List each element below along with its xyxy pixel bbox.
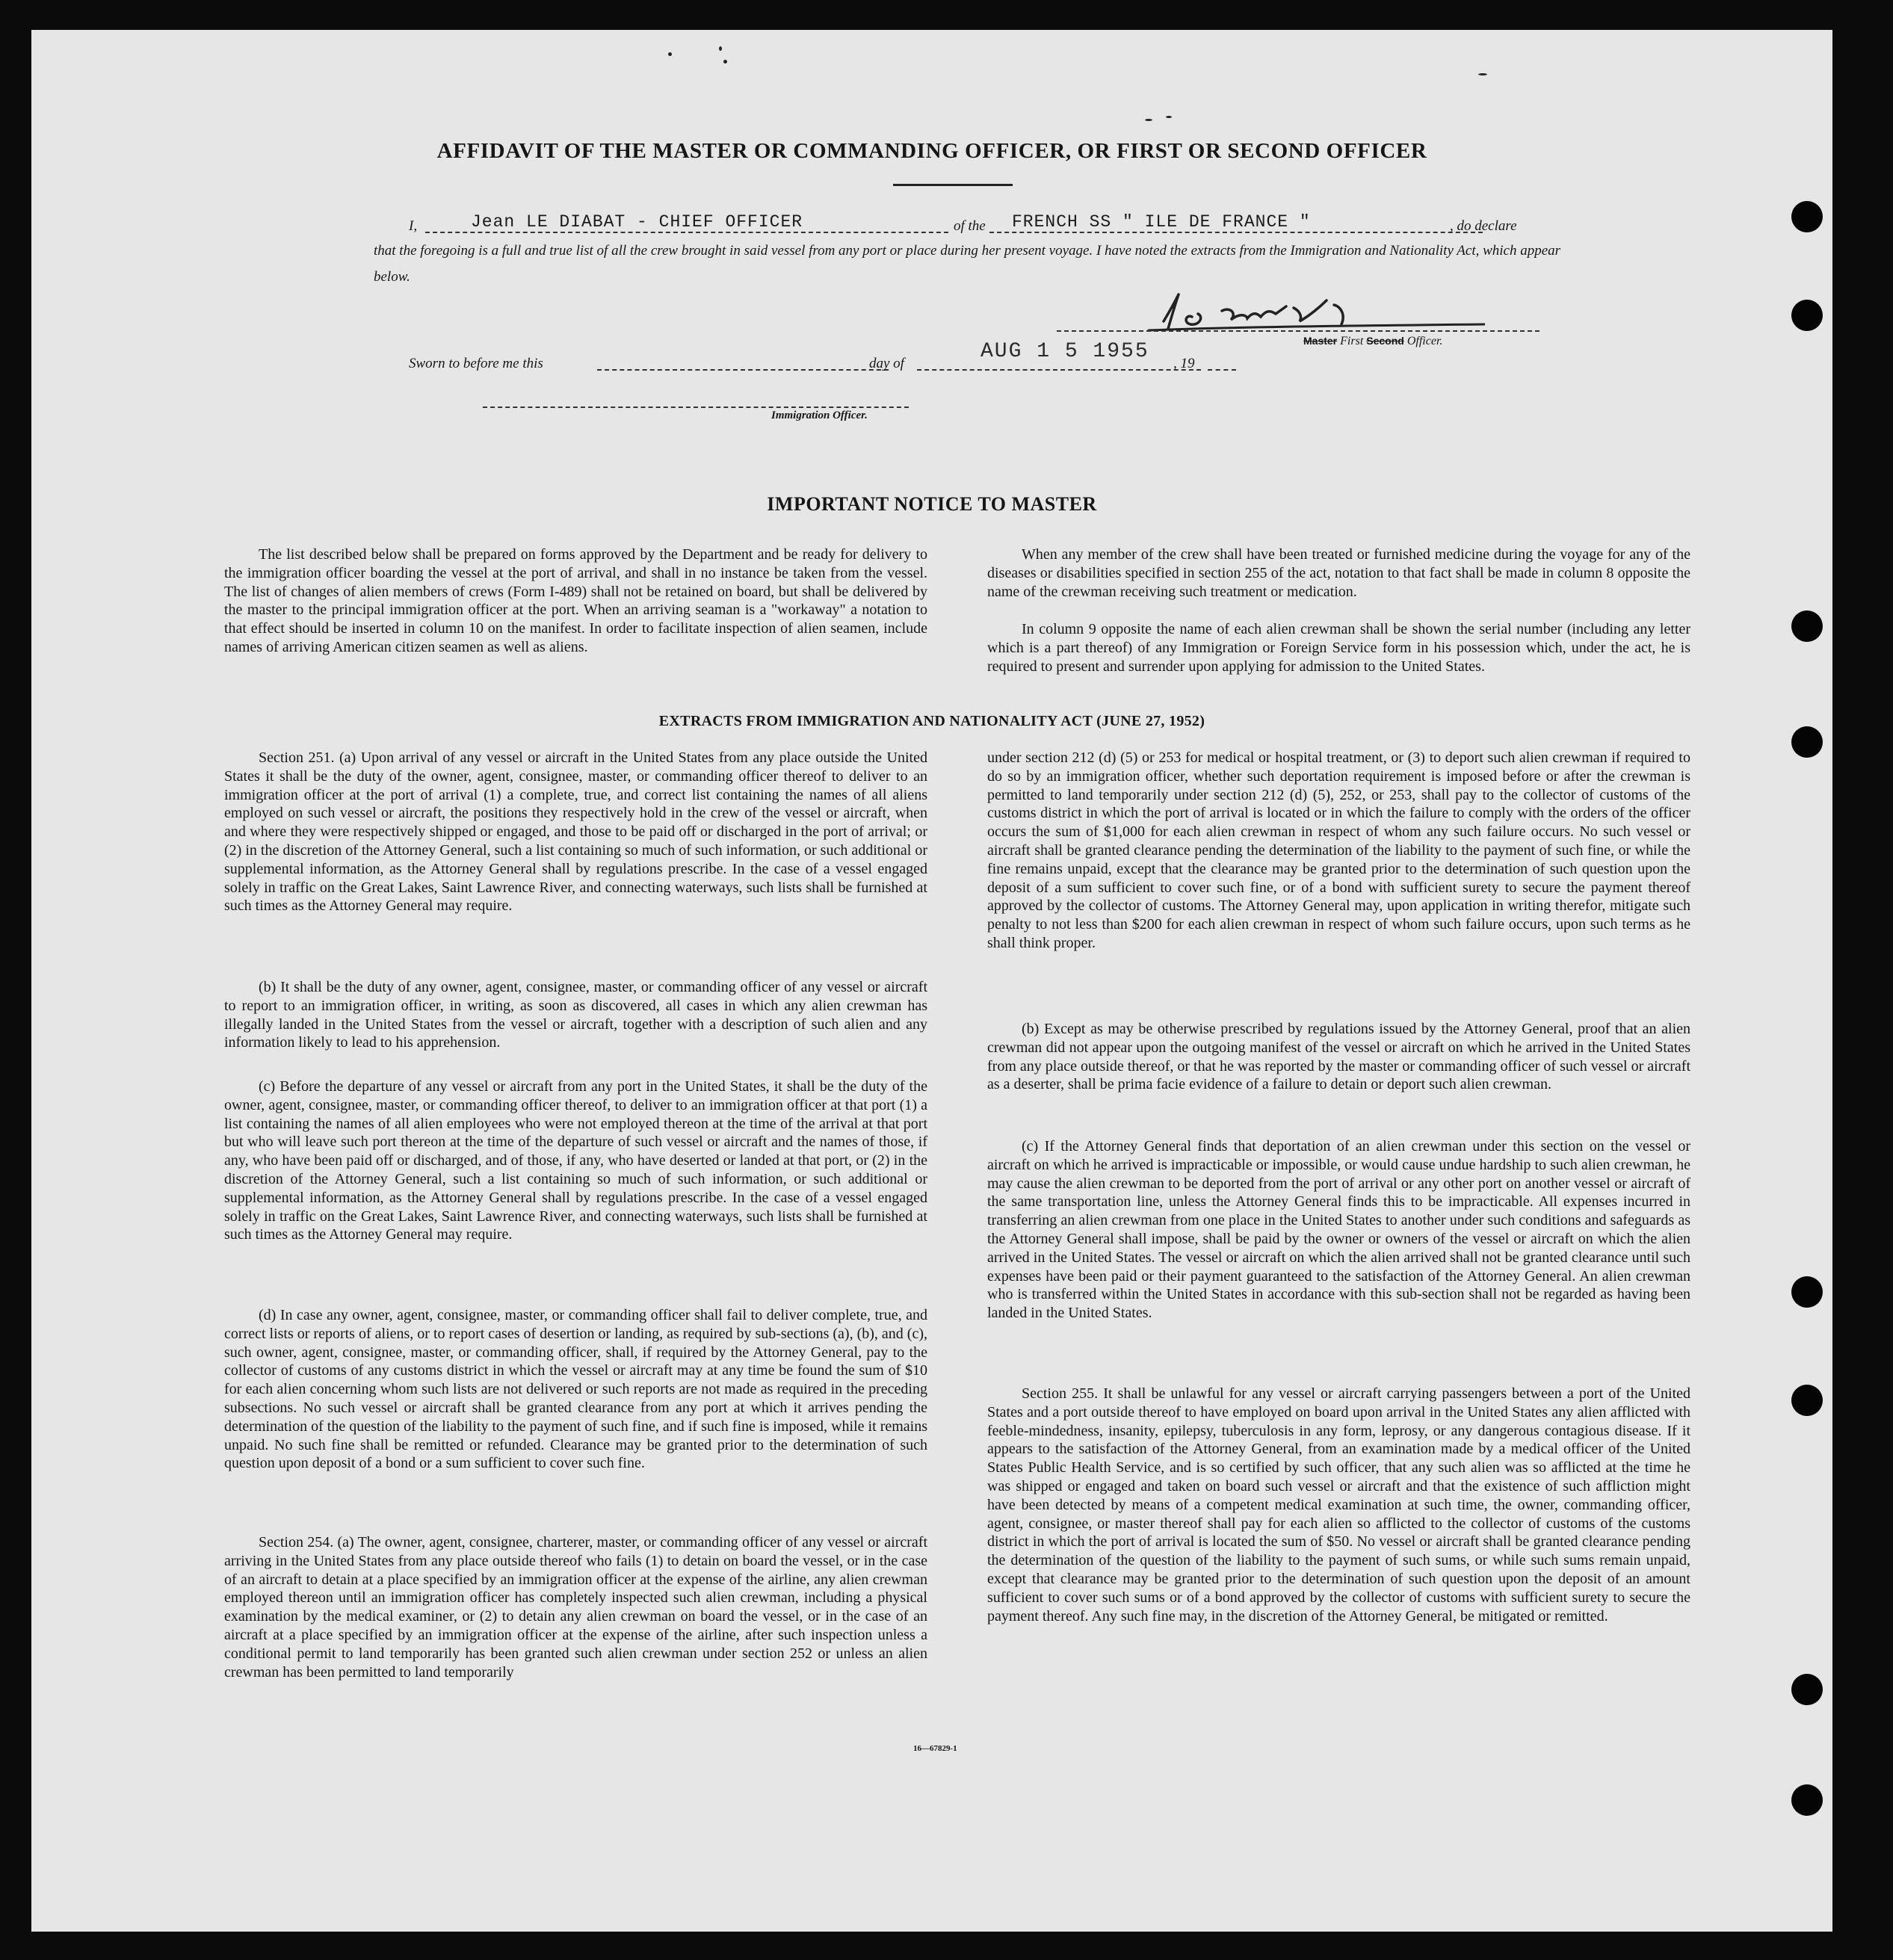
officer-line [483, 406, 909, 408]
extract-left-5: Section 254. (a) The owner, agent, consignee, charterer, master, or commanding officer of any vessel or aircraft arriving in the United States from any place outside thereof who fails (1) to detain on board the vessel, or in the case of an aircraft to detain at a place specified by an immigration officer at the expense of the airline, any alien crewman employed thereon until an immigration officer has completely inspected such alien crewman, including a physical examination by the medical examiner, or (2) to detain any alien crewman on board the vessel, or in the case of an aircraft at a place specified by an immigration officer at the expense of the airline, after such inspection unless a conditional permit to land temporarily has been granted such alien crewman under section 252 or unless an alien crewman has been permitted to land temporarily [224, 1534, 927, 1681]
sworn-day-line [597, 369, 889, 371]
extract-right-1: under section 212 (d) (5) or 253 for medical or hospital treatment, or (3) to deport such alien crewman if required to do so by an immigration officer, whether such deportation requirement is imposed before or after the crewman is permitted to land temporarily under section 212 (d) (5), 252, or 253, shall pay to the collector of customs of the customs district in which the port of arrival is located or in which the failure to comply with the orders of the officer occurs the sum of $1,000 for each alien crewman in respect of whom any such failure occurs. No such vessel or aircraft shall be granted clearance pending the determination of the liability to the payment of such fine, or while the fine remains unpaid, except that the clearance may be granted prior to the determination of such question upon the deposit of a sum sufficient to cover such fine, or of a bond with sufficient surety to secure the payment thereof approved by the collector of customs. The Attorney General may, upon application in writing therefor, mitigate such penalty to not less than $200 for each alien crewman in respect of whom such failure occurs, upon such terms as he shall think proper. [987, 749, 1690, 951]
extract-right-2: (b) Except as may be otherwise prescribed by regulations issued by the Attorney General, proof that an alien crewman did not appear upon the outgoing manifest of the vessel or aircraft on which he arrived in the United States from any place outside thereof, or that he was reported by the master or commanding officer of such vessel or aircraft as a deserter, shall be prima facie evidence of a failure to detain or deport such alien crewman. [987, 1021, 1690, 1093]
vessel-name: FRENCH SS " ILE DE FRANCE " [1012, 212, 1311, 232]
speck [1145, 119, 1152, 121]
signature-line [1057, 330, 1540, 332]
notice-left: The list described below shall be prepared on forms approved by the Department and be ready for delivery to the immigration officer boarding the vessel at the port of arrival, and shall in no instance be taken from the vessel. The list of changes of alien members of crews (Form I-489) shall not be retained on board, but shall be delivered by the master to the principal immigration officer at the port. When an arriving seaman is a "workaway" a notation to that effect should be inserted in column 10 on the manifest. In order to facilitate inspection of alien seamen, include names of arriving American citizen seamen as well as aliens. [224, 546, 927, 655]
declarant-name: Jean LE DIABAT - CHIEF OFFICER [471, 212, 803, 232]
i-label: I, [409, 218, 418, 234]
year-line [1208, 369, 1236, 371]
extracts-title: EXTRACTS FROM IMMIGRATION AND NATIONALITY ACT (JUNE 27, 1952) [658, 713, 1205, 729]
punch-hole [1791, 1784, 1823, 1816]
punch-hole [1791, 300, 1823, 331]
struck-second: Second [1366, 335, 1404, 347]
speck [1166, 116, 1172, 118]
stamped-date: AUG 1 5 1955 [981, 340, 1149, 363]
punch-hole [1791, 201, 1823, 232]
extract-left-1: Section 251. (a) Upon arrival of any vessel or aircraft in the United States from any place outside the United States it shall be the duty of the owner, agent, consignee, master, or commanding officer thereof to deliver to an immigration officer at the port of arrival (1) a complete, true, and correct list containing the names of all aliens employed on such vessel or aircraft, the positions they respectively hold in the crew of the vessel or aircraft, when and where they were respectively shipped or engaged, and those to be paid off or discharged in the port of arrival; or (2) in the discretion of the Attorney General, such a list containing so much of such information, or such additional or supplemental information, as the Attorney General shall by regulations prescribe. In the case of a vessel engaged solely in traffic on the Great Lakes, Saint Lawrence River, and connecting waterways, such lists shall be furnished at such times as the Attorney General may require. [224, 749, 927, 915]
punch-hole [1791, 1385, 1823, 1416]
notice-title: IMPORTANT NOTICE TO MASTER [767, 493, 1097, 515]
notice-right-2: In column 9 opposite the name of each alien crewman shall be shown the serial number (including any letter which is a part thereof) of any Immigration or Foreign Service form in his possession which, under the act, he is required to present and surrender upon applying for admission to the United States. [987, 621, 1690, 675]
punch-hole [1791, 610, 1823, 642]
do-declare-label: , do declare [1450, 218, 1517, 234]
document-page [31, 30, 1832, 1932]
punch-hole [1791, 726, 1823, 758]
declarant-line [425, 232, 948, 233]
sworn-month-line [917, 369, 1201, 371]
punch-hole [1791, 1276, 1823, 1308]
speck [1478, 73, 1487, 75]
officer-label: Officer. [1406, 335, 1443, 347]
officer-title-label [1303, 335, 1442, 348]
punch-hole [1791, 1674, 1823, 1705]
year-label: , 19 [1173, 356, 1195, 371]
day-of-label: day of [869, 356, 904, 371]
struck-master: Master [1303, 335, 1338, 347]
speck [719, 46, 722, 51]
extract-right-3: (c) If the Attorney General finds that deportation of an alien crewman under this section on the vessel or aircraft on which he arrived is impracticable or impossible, or would cause undue hardship to such alien crewman, he may cause the alien crewman to be deported from the port of arrival or any other port on another vessel or aircraft of the same transportation line, unless the Attorney General finds this to be impracticable. All expenses incurred in transferring an alien crewman from one place in the United States to another under such conditions and safeguards as the Attorney General shall impose, shall be paid by the owner or owners of the vessel or aircraft on which the alien arrived in the United States. The vessel or aircraft on which the alien arrived shall not be granted clearance until such expenses have been paid or their payment guaranteed to the satisfaction of the Attorney General. An alien crewman who is transferred within the United States in accordance with this sub-section shall not be regarded as having been landed in the United States. [987, 1138, 1690, 1322]
immigration-officer-label: Immigration Officer. [771, 409, 868, 421]
sworn-label: Sworn to before me this [409, 356, 543, 371]
affidavit-title: AFFIDAVIT OF THE MASTER OR COMMANDING OFFICER, OR FIRST OR SECOND OFFICER [436, 139, 1427, 163]
officer-signature [1134, 284, 1485, 336]
of-the-label: of the [954, 218, 986, 234]
speck [723, 60, 727, 64]
extract-left-2: (b) It shall be the duty of any owner, agent, consignee, master, or commanding officer of any vessel or aircraft to report to an immigration officer, in writing, as soon as discovered, all cases in which any alien crewman has illegally landed in the United States from the vessel or aircraft, together with a description of such alien and any information likely to lead to his apprehension. [224, 979, 927, 1051]
form-code: 16—67829-1 [913, 1744, 957, 1753]
extract-left-3: (c) Before the departure of any vessel or aircraft from any port in the United States, it shall be the duty of the owner, agent, consignee, master, or commanding officer thereof, to deliver to an immigration officer at that port (1) a list containing the names of all alien employees who were not employed thereon at the time of the arrival at that port but who will leave such port thereon at the time of the departure of such vessel or aircraft and the names of those, if any, who have been paid off or discharged, and of those, if any, who have deserted or landed at that port, or (2) in the discretion of the Attorney General, such a list containing so much of such information, or such additional or supplemental information, as the Attorney General shall by regulations prescribe. In the case of a vessel engaged solely in traffic on the Great Lakes, Saint Lawrence River, and connecting waterways, such lists shall be furnished at such times as the Attorney General may require. [224, 1078, 927, 1243]
notice-right-1: When any member of the crew shall have been treated or furnished medicine during the voyage for any of the diseases or disabilities specified in section 255 of the act, notation to that fact shall be made in column 8 opposite the name of the crewman receiving such treatment or medication. [987, 546, 1690, 600]
vessel-line [989, 232, 1483, 233]
extract-right-4: Section 255. It shall be unlawful for any vessel or aircraft carrying passengers between a port of the United States and a port outside thereof to have employed on board upon arrival in the United States any alien afflicted with feeble-mindedness, insanity, epilepsy, tuberculosis in any form, leprosy, or any dangerous contagious disease. If it appears to the satisfaction of the Attorney General, from an examination made by a medical officer of the United States Public Health Service, and is so certified by such officer, that any such alien was so afflicted at the time he was shipped or engaged and taken on board such vessel or aircraft and that the existence of such affliction might have been detected by means of a competent medical examination at such time, the owner, commanding officer, agent, consignee, or master thereof shall pay for each alien so afflicted to the collector of customs of the customs district in which the port of arrival is located the sum of $50. No vessel or aircraft shall be granted clearance pending the determination of the question of the liability to the payment of such sums, or while such sums remain unpaid, except that clearance may be granted prior to the determination of such question upon the deposit of an amount sufficient to cover such sums or of a bond approved by the collector of customs with sufficient surety to secure the payment thereof. Any such fine may, in the discretion of the Attorney General, be mitigated or remitted. [987, 1385, 1690, 1624]
extract-left-4: (d) In case any owner, agent, consignee, master, or commanding officer shall fail to deliver complete, true, and correct lists or reports of aliens, or to report cases of desertion or landing, as required by sub-sections (a), (b), and (c), such owner, agent, consignee, master, or commanding officer, shall, if required by the Attorney General, pay to the collector of customs of any customs district in which the vessel or aircraft may at any time be found the sum of $10 for each alien concerning whom such lists are not delivered or such reports are not made as required in the preceding subsections. No such vessel or aircraft shall be granted clearance from any port at which it arrives pending the determination of the question of the liability to the payment of such fine, and if such fine is imposed, while it remains unpaid. No such fine shall be remitted or refunded. Clearance may be granted prior to the determination of such question upon deposit of a bond or a sum sufficient to cover such fine. [224, 1307, 927, 1472]
first-label: First [1340, 335, 1364, 347]
affidavit-statement: that the foregoing is a full and true list of all the crew brought in said vessel from any port or place during her present voyage. I have noted the extracts from the Immigration and Nationality Act, which appear below. [374, 243, 1561, 285]
speck [668, 52, 672, 56]
title-rule [893, 184, 1013, 186]
